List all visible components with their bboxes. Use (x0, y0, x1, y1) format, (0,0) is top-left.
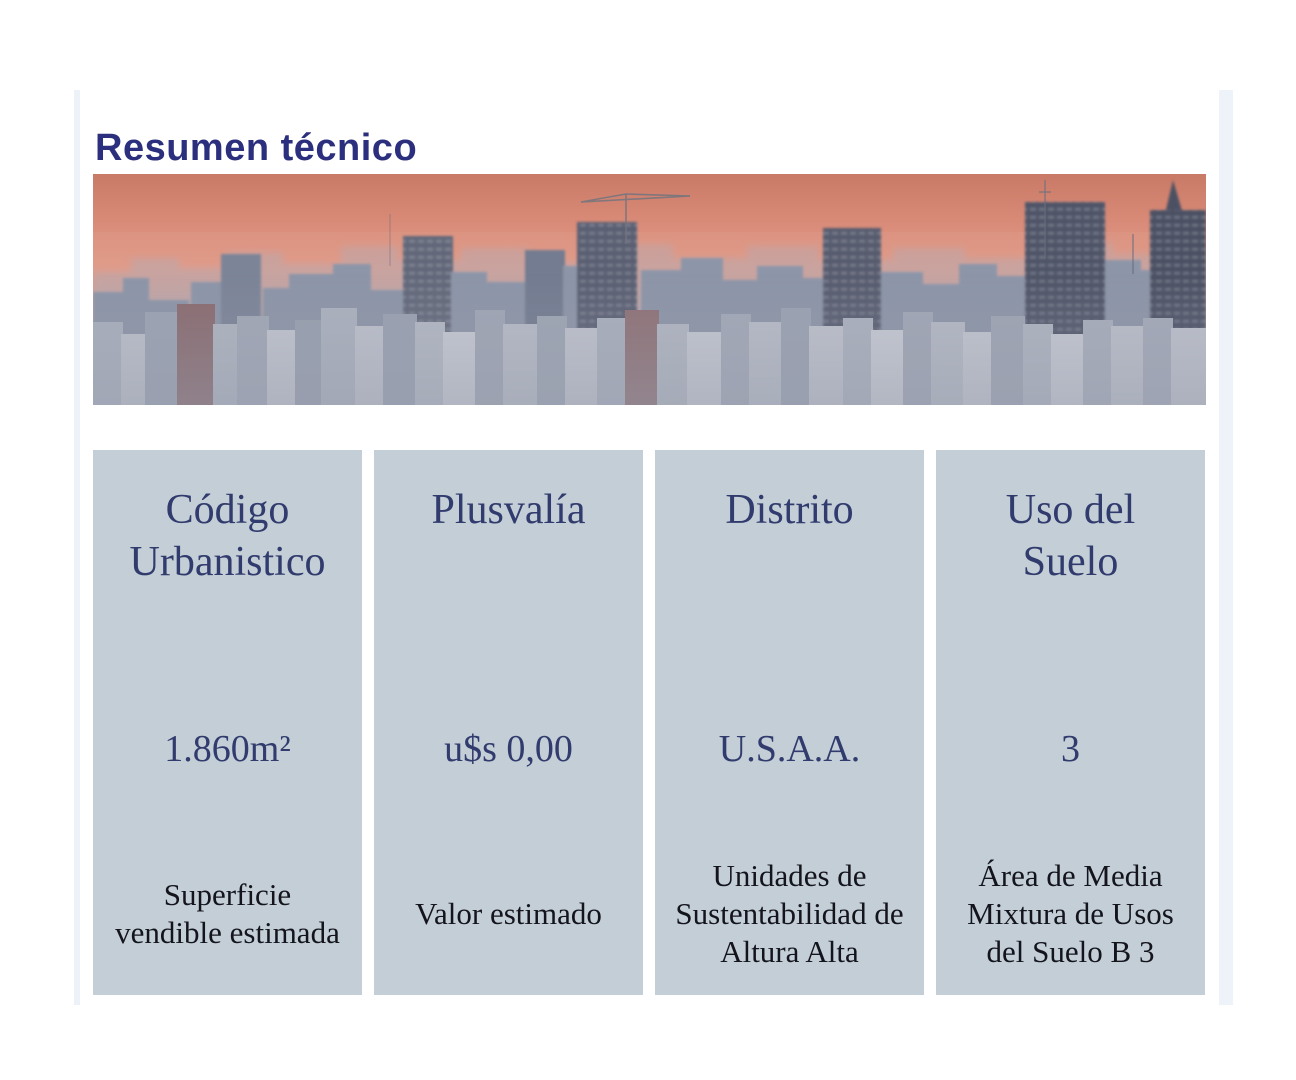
skyline-photo (93, 174, 1206, 405)
card-title: Código Urbanistico (129, 487, 326, 586)
card-value: 1.860m² (164, 728, 291, 770)
summary-card-plusvalia (374, 450, 643, 995)
summary-card-distrito (655, 450, 924, 995)
card-caption: Valor estimado (415, 896, 602, 932)
card-caption: Superficie vendible estimada (115, 877, 340, 950)
card-caption: Área de Media Mixtura de Usos del Suelo B 3 (967, 858, 1174, 969)
card-title: Uso del Suelo (1005, 487, 1136, 586)
card-caption: Unidades de Sustentabilidad de Altura Alta (675, 858, 904, 969)
page-title: Resumen técnico (95, 127, 418, 170)
card-value: U.S.A.A. (718, 728, 861, 770)
summary-card-uso-del-suelo (936, 450, 1205, 995)
card-title: Plusvalía (431, 487, 586, 533)
card-title: Distrito (725, 487, 854, 533)
left-margin-stripe (74, 90, 80, 1005)
summary-card-codigo-urbanistico (93, 450, 362, 995)
card-value: 3 (1061, 728, 1080, 770)
card-value: u$s 0,00 (444, 728, 573, 770)
right-margin-stripe (1219, 90, 1233, 1005)
summary-cards (93, 450, 1205, 995)
skyline-photo-graphic (93, 174, 1206, 405)
